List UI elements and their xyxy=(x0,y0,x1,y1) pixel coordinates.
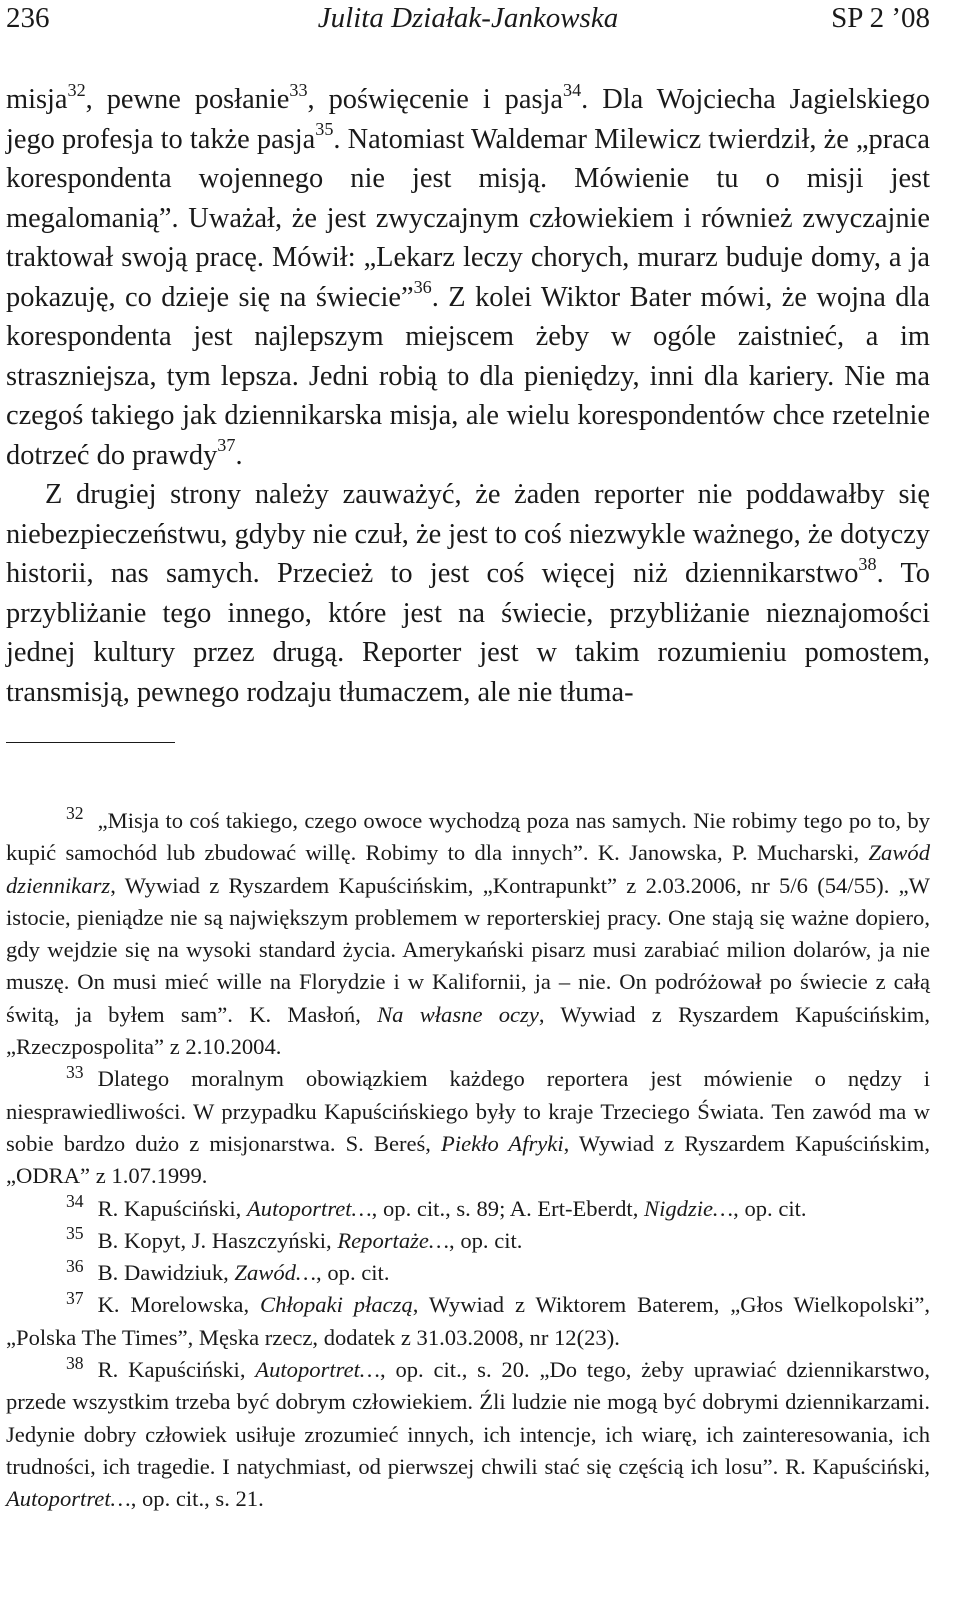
text-run: , op. cit., s. 89; A. Ert-Eberdt, xyxy=(371,1195,645,1221)
text-run: , op. cit. xyxy=(316,1260,390,1286)
text-run: misja xyxy=(6,84,68,115)
cited-title: Chłopaki płaczą xyxy=(260,1292,413,1318)
footnote-ref-34[interactable]: 34 xyxy=(563,79,582,100)
text-run: , Wywiad z Ryszardem Kapuścińskim, „Kontrapunkt” z 2.03.2006, nr 5/6 (54/55). „W istocie, pieniądze nie są największym problemem w reporterskiej pracy. One stają się ważne dopiero, gdy wejdzie się na wysoki standard życia. Amerykański pisarz musi zarabiać milion dolarów, ja nie muszę. On musi mieć wille na Florydzie i w Kalifornii, ja – nie. On podróżował po świecie z całą świtą, ja byłem sam”. K. Masłoń, xyxy=(6,872,930,1027)
footnote-36: 36 B. Dawidziuk, Zawód…, op. cit. xyxy=(66,1255,390,1286)
cited-title: Reportaże… xyxy=(337,1227,450,1253)
text-run: . xyxy=(235,439,243,471)
footnote-32: 32 „Misja to coś takiego, czego owoce wychodzą poza nas samych. Nie robimy tego po to, by kupić samochód lub zbudować willę. Robimy to dla innych”. K. Janowska, P. Mucharski, Zawód dziennikarz, Wywiad z Ryszardem Kapuścińskim, „Kontrapunkt” z 2.03.2006, nr 5/6 (54/55). „W istocie, pieniądze nie są największym problemem w reporterskiej pracy. One stają się ważne dopiero, gdy wejdzie się na wysoki standard życia. Amerykański pisarz musi zarabiać milion dolarów, ja nie muszę. On musi mieć wille na Florydzie i w Kalifornii, ja – nie. On podróżował po świecie z całą świtą, ja byłem sam”. K. Masłoń, Na własne oczy, Wywiad z Ryszardem Kapuścińskim, „Rzeczpospolita” z 2.10.2004. xyxy=(6,803,930,1060)
body-paragraph xyxy=(6,475,930,712)
footnote-33: 33 Dlatego moralnym obowiązkiem każdego reportera jest mówienie o nędzy i niesprawiedliwości. W przypadku Kapuścińskiego były to kraje Trzeciego Świata. Ten zawód ma w sobie bardzo dużo z misjonarstwa. S. Bereś, Piekło Afryki, Wywiad z Ryszardem Kapuścińskim, „ODRA” z 1.07.1999. xyxy=(6,1061,930,1189)
text-run: , op. cit., s. 21. xyxy=(130,1486,264,1512)
footnote-ref-35[interactable]: 35 xyxy=(315,119,334,140)
text-run: B. Kopyt, J. Haszczyński, xyxy=(97,1227,338,1253)
text-run: B. Dawidziuk, xyxy=(97,1260,235,1286)
cited-title: Na własne oczy xyxy=(377,1001,539,1027)
page-number: 236 xyxy=(6,2,50,34)
text-run: R. Kapuściński, xyxy=(97,1357,256,1383)
cited-title: Piekło Afryki xyxy=(441,1130,564,1156)
text-run: . Dla Wojciecha Jagielskiego jego profesja to także pasja xyxy=(6,84,930,155)
cited-title: Nigdzie… xyxy=(644,1195,734,1221)
footnote-35: 35 B. Kopyt, J. Haszczyński, Reportaże…, op. cit. xyxy=(66,1223,523,1253)
text-run: . Natomiast Waldemar Milewicz twierdził, że „praca korespondenta wojennego nie jest misją. Mówienie tu o misji jest megalomanią”. Uważał, że jest zwyczajnym człowiekiem i również zwyczajnie traktował swoją pracę. Mówił: „Lekarz leczy chorych, murarz buduje domy, a ja pokazuję, co dzieje się na świecie” xyxy=(6,123,930,313)
cited-title: Zawód dziennikarz xyxy=(6,840,930,898)
running-header xyxy=(6,2,930,42)
text-run: R. Kapuściński, xyxy=(97,1195,247,1221)
footnote-ref-36[interactable]: 36 xyxy=(413,277,432,298)
text-run: , op. cit. xyxy=(449,1227,523,1253)
footnote-38: 38 R. Kapuściński, Autoportret…, op. cit., s. 20. „Do tego, żeby uprawiać dziennikarstwo, przede wszystkim trzeba być dobrym człowiekiem. Źli ludzie nie mogą być dobrymi dziennikarzami. Jedynie dobry człowiek usiłuje zrozumieć innych, ich intencje, ich wiarę, ich zainteresowania, ich trudności, ich tragedie. I natychmiast, od pierwszej chwili stać się częścią ich losu”. R. Kapuściński, Autoportret…, op. cit., s. 21. xyxy=(6,1352,930,1512)
text-run: K. Morelowska, xyxy=(97,1292,261,1318)
footnote-37: 37 K. Morelowska, Chłopaki płaczą, Wywiad z Wiktorem Baterem, „Głos Wielkopolski”, „Polska The Times”, Męska rzecz, dodatek z 31.03.2008, nr 12(23). xyxy=(6,1287,931,1350)
footnote-separator xyxy=(6,742,175,743)
text-run: , Wywiad z Wiktorem Baterem, „Głos Wielkopolski”, „Polska The Times”, Męska rzecz, dodatek z 31.03.2008, nr 12(23). xyxy=(6,1292,931,1350)
footnote-ref-32[interactable]: 32 xyxy=(67,79,86,100)
cited-title: Zawód… xyxy=(234,1260,317,1286)
text-run: „Misja to coś takiego, czego owoce wychodzą poza nas samych. Nie robimy tego po to, by kupić samochód lub zbudować willę. Robimy to dla innych”. K. Janowska, P. Mucharski, xyxy=(6,808,930,866)
body-paragraph xyxy=(6,80,930,475)
text-run: . To przybliżanie tego innego, które jest na świecie, przybliżanie nieznajomości jednej kultury przez drugą. Reporter jest w takim rozumieniu pomostem, transmisją, pewnego rodzaju tłumaczem, ale nie tłuma- xyxy=(6,558,930,708)
text-run: Dlatego moralnym obowiązkiem każdego reportera jest mówienie o nędzy i niesprawiedliwości. W przypadku Kapuścińskiego były to kraje Trzeciego Świata. Ten zawód ma w sobie bardzo dużo z misjonarstwa. S. Bereś, xyxy=(6,1066,930,1156)
text-run: , op. cit., s. 20. „Do tego, żeby uprawiać dziennikarstwo, przede wszystkim trzeba być dobrym człowiekiem. Źli ludzie nie mogą być dobrymi dziennikarzami. Jedynie dobry człowiek usiłuje zrozumieć innych, ich intencje, ich wiarę, ich zainteresowania, ich trudności, ich tragedie. I natychmiast, od pierwszej chwili stać się częścią ich losu”. R. Kapuściński, xyxy=(6,1357,930,1479)
footnotes xyxy=(6,805,930,1516)
footnote-ref-38[interactable]: 38 xyxy=(858,553,877,574)
text-run: , poświęcenie i pasja xyxy=(307,84,563,115)
cited-title: Autoportret… xyxy=(255,1357,380,1383)
text-run: , Wywiad z Ryszardem Kapuścińskim, „ODRA” z 1.07.1999. xyxy=(6,1130,930,1189)
journal-issue: SP 2 ’08 xyxy=(831,2,930,34)
running-author: Julita Działak-Jankowska xyxy=(317,2,619,34)
footnote-ref-37[interactable]: 37 xyxy=(217,435,236,456)
footnote-ref-33[interactable]: 33 xyxy=(289,79,308,100)
cited-title: Autoportret… xyxy=(6,1486,131,1512)
text-run: . Z kolei Wiktor Bater mówi, że wojna dla korespondenta jest najlepszym miejscem żeby w ogóle zaistnieć, a im straszniejsza, tym lepsza. Jedni robią to dla pieniędzy, inni dla kariery. Nie ma czegoś takiego jak dziennikarska misja, ale wielu korespondentów chce rzetelnie dotrzeć do prawdy xyxy=(6,281,930,471)
text-run: , pewne posłanie xyxy=(85,84,290,115)
main-text xyxy=(6,80,930,712)
text-run: Z drugiej strony należy zauważyć, że żaden reporter nie poddawałby się niebezpieczeństwu, gdyby nie czuł, że jest to coś niezwykle ważnego, że dotyczy historii, nas samych. Przecież to jest coś więcej niż dziennikarstwo xyxy=(6,479,930,589)
text-run: , Wywiad z Ryszardem Kapuścińskim, „Rzeczpospolita” z 2.10.2004. xyxy=(6,1001,930,1060)
text-run: , op. cit. xyxy=(733,1195,807,1221)
cited-title: Autoportret… xyxy=(246,1195,372,1221)
footnote-34: 34 R. Kapuściński, Autoportret…, op. cit., s. 89; A. Ert-Eberdt, Nigdzie…, op. cit. xyxy=(66,1191,807,1221)
